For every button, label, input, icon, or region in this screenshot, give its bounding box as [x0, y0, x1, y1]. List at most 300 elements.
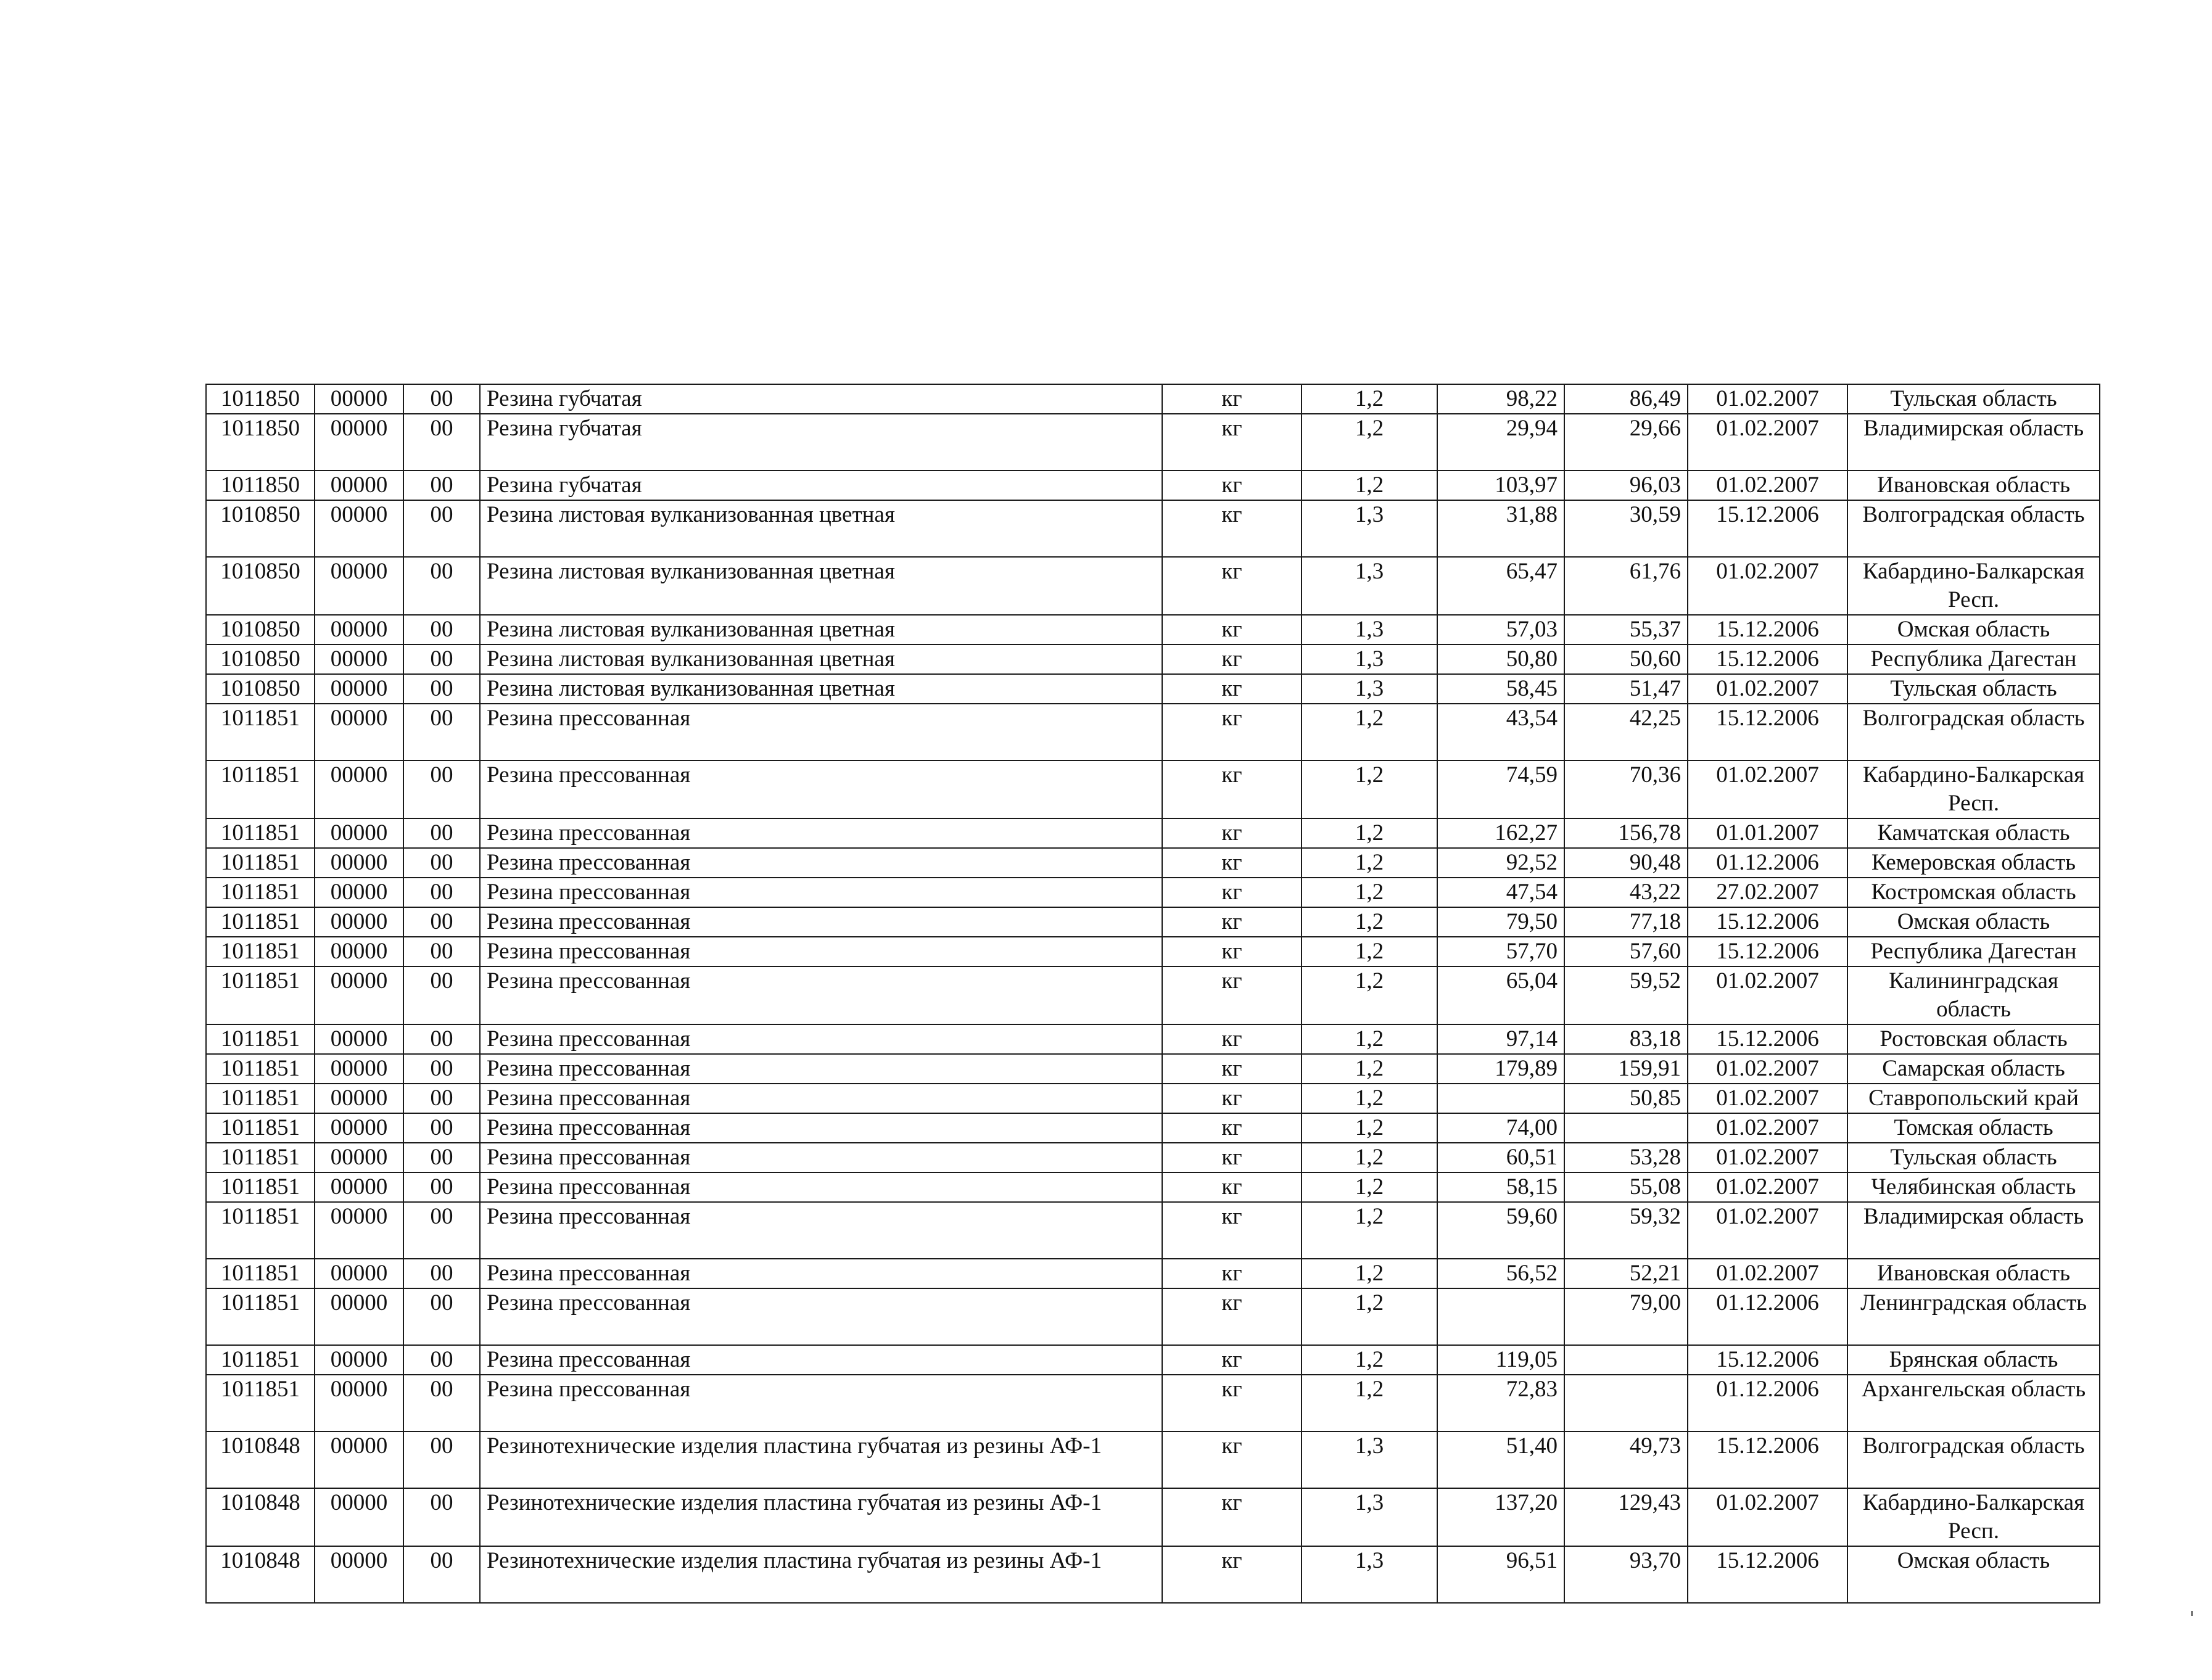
item-price-1: 50,80 — [1437, 644, 1564, 674]
item-coefficient: 1,2 — [1302, 1345, 1437, 1375]
item-code: 1010850 — [206, 674, 315, 704]
item-region: Челябинская область — [1847, 1172, 2100, 1202]
item-index: 00 — [403, 1143, 480, 1172]
item-region: Тульская область — [1847, 384, 2100, 414]
item-subcode: 00000 — [315, 471, 403, 500]
item-price-2: 52,21 — [1564, 1259, 1688, 1288]
item-region: Омская область — [1847, 615, 2100, 644]
item-unit: кг — [1162, 1024, 1302, 1054]
item-code: 1011850 — [206, 384, 315, 414]
item-price-2: 156,78 — [1564, 818, 1688, 848]
item-unit: кг — [1162, 907, 1302, 937]
item-price-2 — [1564, 1345, 1688, 1375]
item-date: 15.12.2006 — [1688, 1345, 1847, 1375]
item-date: 15.12.2006 — [1688, 907, 1847, 937]
item-date: 15.12.2006 — [1688, 937, 1847, 966]
item-code: 1010848 — [206, 1488, 315, 1546]
item-name: Резина листовая вулканизованная цветная — [480, 615, 1162, 644]
item-coefficient: 1,2 — [1302, 1054, 1437, 1084]
item-region: Ивановская область — [1847, 1259, 2100, 1288]
item-price-1: 58,15 — [1437, 1172, 1564, 1202]
item-subcode: 00000 — [315, 1546, 403, 1603]
item-code: 1011851 — [206, 1113, 315, 1143]
item-price-2: 59,52 — [1564, 966, 1688, 1024]
item-subcode: 00000 — [315, 644, 403, 674]
item-region: Республика Дагестан — [1847, 644, 2100, 674]
item-name: Резина губчатая — [480, 414, 1162, 471]
item-date: 01.01.2007 — [1688, 818, 1847, 848]
item-code: 1010850 — [206, 500, 315, 557]
item-date: 01.02.2007 — [1688, 966, 1847, 1024]
item-name: Резина прессованная — [480, 1054, 1162, 1084]
item-name: Резина прессованная — [480, 937, 1162, 966]
item-price-1: 51,40 — [1437, 1431, 1564, 1488]
item-date: 01.02.2007 — [1688, 1113, 1847, 1143]
item-subcode: 00000 — [315, 674, 403, 704]
scan-edge-mark — [2191, 1611, 2193, 1616]
item-price-1: 59,60 — [1437, 1202, 1564, 1259]
item-subcode: 00000 — [315, 760, 403, 818]
item-date: 27.02.2007 — [1688, 878, 1847, 907]
item-coefficient: 1,2 — [1302, 1172, 1437, 1202]
item-name: Резина губчатая — [480, 471, 1162, 500]
item-date: 01.02.2007 — [1688, 674, 1847, 704]
item-name: Резина прессованная — [480, 704, 1162, 760]
item-index: 00 — [403, 1024, 480, 1054]
item-coefficient: 1,3 — [1302, 557, 1437, 615]
item-date: 15.12.2006 — [1688, 644, 1847, 674]
item-index: 00 — [403, 615, 480, 644]
item-date: 01.12.2006 — [1688, 1288, 1847, 1345]
item-index: 00 — [403, 760, 480, 818]
item-subcode: 00000 — [315, 1084, 403, 1113]
item-date: 01.02.2007 — [1688, 1488, 1847, 1546]
item-region: Томская область — [1847, 1113, 2100, 1143]
item-coefficient: 1,3 — [1302, 500, 1437, 557]
item-region: Владимирская область — [1847, 1202, 2100, 1259]
table-row — [206, 907, 2100, 937]
item-coefficient: 1,2 — [1302, 384, 1437, 414]
item-price-2: 77,18 — [1564, 907, 1688, 937]
item-index: 00 — [403, 1375, 480, 1431]
item-price-2: 55,37 — [1564, 615, 1688, 644]
item-coefficient: 1,2 — [1302, 704, 1437, 760]
item-region: Волгоградская область — [1847, 704, 2100, 760]
item-code: 1011851 — [206, 1024, 315, 1054]
item-price-1: 162,27 — [1437, 818, 1564, 848]
item-subcode: 00000 — [315, 1488, 403, 1546]
item-coefficient: 1,3 — [1302, 674, 1437, 704]
item-price-1: 29,94 — [1437, 414, 1564, 471]
item-price-2: 57,60 — [1564, 937, 1688, 966]
item-index: 00 — [403, 818, 480, 848]
item-price-2: 42,25 — [1564, 704, 1688, 760]
item-price-1: 74,00 — [1437, 1113, 1564, 1143]
item-coefficient: 1,2 — [1302, 1259, 1437, 1288]
item-index: 00 — [403, 1345, 480, 1375]
item-coefficient: 1,2 — [1302, 1143, 1437, 1172]
item-price-2: 96,03 — [1564, 471, 1688, 500]
item-price-2: 83,18 — [1564, 1024, 1688, 1054]
item-code: 1011851 — [206, 937, 315, 966]
item-price-1: 72,83 — [1437, 1375, 1564, 1431]
item-index: 00 — [403, 1084, 480, 1113]
item-name: Резина листовая вулканизованная цветная — [480, 674, 1162, 704]
item-name: Резина прессованная — [480, 1259, 1162, 1288]
item-name: Резина прессованная — [480, 1172, 1162, 1202]
item-subcode: 00000 — [315, 1288, 403, 1345]
item-region: Омская область — [1847, 907, 2100, 937]
item-index: 00 — [403, 937, 480, 966]
item-code: 1011851 — [206, 1202, 315, 1259]
item-index: 00 — [403, 644, 480, 674]
item-region: Волгоградская область — [1847, 500, 2100, 557]
item-price-2: 55,08 — [1564, 1172, 1688, 1202]
item-coefficient: 1,2 — [1302, 1024, 1437, 1054]
item-unit: кг — [1162, 557, 1302, 615]
item-index: 00 — [403, 674, 480, 704]
table-row — [206, 1546, 2100, 1603]
table-row — [206, 1202, 2100, 1259]
item-code: 1010850 — [206, 644, 315, 674]
item-code: 1011851 — [206, 1259, 315, 1288]
item-price-2: 86,49 — [1564, 384, 1688, 414]
item-coefficient: 1,2 — [1302, 414, 1437, 471]
table-row — [206, 1113, 2100, 1143]
table-row — [206, 966, 2100, 1024]
item-subcode: 00000 — [315, 1259, 403, 1288]
item-region: Брянская область — [1847, 1345, 2100, 1375]
item-date: 01.02.2007 — [1688, 1259, 1847, 1288]
item-name: Резина прессованная — [480, 1143, 1162, 1172]
item-region: Кабардино-Балкарская Респ. — [1847, 1488, 2100, 1546]
item-price-1: 79,50 — [1437, 907, 1564, 937]
item-code: 1011851 — [206, 1054, 315, 1084]
item-date: 15.12.2006 — [1688, 1431, 1847, 1488]
item-price-2: 79,00 — [1564, 1288, 1688, 1345]
item-price-2 — [1564, 1375, 1688, 1431]
item-date: 01.02.2007 — [1688, 1054, 1847, 1084]
item-region: Ростовская область — [1847, 1024, 2100, 1054]
table-body — [206, 384, 2100, 1603]
item-name: Резина прессованная — [480, 966, 1162, 1024]
item-code: 1011851 — [206, 760, 315, 818]
item-date: 15.12.2006 — [1688, 615, 1847, 644]
item-region: Волгоградская область — [1847, 1431, 2100, 1488]
item-coefficient: 1,3 — [1302, 1546, 1437, 1603]
item-coefficient: 1,3 — [1302, 615, 1437, 644]
table-row — [206, 1143, 2100, 1172]
item-region: Владимирская область — [1847, 414, 2100, 471]
item-code: 1011851 — [206, 1084, 315, 1113]
item-coefficient: 1,2 — [1302, 1084, 1437, 1113]
table-row — [206, 1054, 2100, 1084]
item-subcode: 00000 — [315, 1431, 403, 1488]
item-unit: кг — [1162, 1345, 1302, 1375]
item-price-1: 65,04 — [1437, 966, 1564, 1024]
item-subcode: 00000 — [315, 704, 403, 760]
item-subcode: 00000 — [315, 557, 403, 615]
item-region: Тульская область — [1847, 674, 2100, 704]
item-unit: кг — [1162, 1084, 1302, 1113]
item-index: 00 — [403, 1488, 480, 1546]
item-coefficient: 1,2 — [1302, 1375, 1437, 1431]
item-index: 00 — [403, 471, 480, 500]
item-region: Кабардино-Балкарская Респ. — [1847, 760, 2100, 818]
item-region: Самарская область — [1847, 1054, 2100, 1084]
item-price-1: 60,51 — [1437, 1143, 1564, 1172]
item-name: Резина губчатая — [480, 384, 1162, 414]
item-name: Резина прессованная — [480, 1345, 1162, 1375]
table-row — [206, 1488, 2100, 1546]
item-unit: кг — [1162, 1375, 1302, 1431]
item-name: Резинотехнические изделия пластина губчатая из резины АФ-1 — [480, 1431, 1162, 1488]
item-index: 00 — [403, 414, 480, 471]
item-code: 1010850 — [206, 557, 315, 615]
item-name: Резина прессованная — [480, 1375, 1162, 1431]
item-subcode: 00000 — [315, 907, 403, 937]
item-unit: кг — [1162, 471, 1302, 500]
item-code: 1011851 — [206, 1288, 315, 1345]
item-subcode: 00000 — [315, 384, 403, 414]
item-coefficient: 1,2 — [1302, 760, 1437, 818]
item-index: 00 — [403, 1054, 480, 1084]
table-row — [206, 1431, 2100, 1488]
table-row — [206, 937, 2100, 966]
item-subcode: 00000 — [315, 1143, 403, 1172]
item-unit: кг — [1162, 1202, 1302, 1259]
item-region: Республика Дагестан — [1847, 937, 2100, 966]
item-price-2: 70,36 — [1564, 760, 1688, 818]
item-code: 1011851 — [206, 966, 315, 1024]
table-row — [206, 557, 2100, 615]
table-row — [206, 1288, 2100, 1345]
item-unit: кг — [1162, 1431, 1302, 1488]
item-index: 00 — [403, 1259, 480, 1288]
price-table — [205, 384, 2100, 1604]
item-price-2 — [1564, 1113, 1688, 1143]
item-region: Кемеровская область — [1847, 848, 2100, 878]
item-price-2: 29,66 — [1564, 414, 1688, 471]
item-code: 1011851 — [206, 818, 315, 848]
item-index: 00 — [403, 500, 480, 557]
item-price-2: 50,85 — [1564, 1084, 1688, 1113]
item-index: 00 — [403, 1113, 480, 1143]
item-name: Резина листовая вулканизованная цветная — [480, 500, 1162, 557]
item-unit: кг — [1162, 878, 1302, 907]
item-date: 01.02.2007 — [1688, 557, 1847, 615]
item-region: Ленинградская область — [1847, 1288, 2100, 1345]
table-row — [206, 760, 2100, 818]
item-index: 00 — [403, 878, 480, 907]
item-coefficient: 1,2 — [1302, 471, 1437, 500]
item-name: Резина листовая вулканизованная цветная — [480, 644, 1162, 674]
item-index: 00 — [403, 384, 480, 414]
item-unit: кг — [1162, 615, 1302, 644]
item-subcode: 00000 — [315, 1172, 403, 1202]
item-code: 1010848 — [206, 1546, 315, 1603]
item-index: 00 — [403, 1202, 480, 1259]
item-unit: кг — [1162, 674, 1302, 704]
item-index: 00 — [403, 704, 480, 760]
item-index: 00 — [403, 1431, 480, 1488]
item-price-1: 57,70 — [1437, 937, 1564, 966]
item-coefficient: 1,2 — [1302, 848, 1437, 878]
item-price-1 — [1437, 1288, 1564, 1345]
item-unit: кг — [1162, 704, 1302, 760]
item-index: 00 — [403, 557, 480, 615]
item-code: 1010850 — [206, 615, 315, 644]
item-name: Резина прессованная — [480, 760, 1162, 818]
item-date: 01.02.2007 — [1688, 1084, 1847, 1113]
item-price-1: 179,89 — [1437, 1054, 1564, 1084]
item-unit: кг — [1162, 384, 1302, 414]
item-index: 00 — [403, 848, 480, 878]
item-unit: кг — [1162, 1259, 1302, 1288]
item-region: Ставропольский край — [1847, 1084, 2100, 1113]
table-row — [206, 674, 2100, 704]
item-price-1: 57,03 — [1437, 615, 1564, 644]
item-date: 01.02.2007 — [1688, 760, 1847, 818]
item-name: Резина прессованная — [480, 907, 1162, 937]
item-coefficient: 1,2 — [1302, 1113, 1437, 1143]
item-unit: кг — [1162, 848, 1302, 878]
item-date: 01.02.2007 — [1688, 1143, 1847, 1172]
table-row — [206, 848, 2100, 878]
item-price-2: 50,60 — [1564, 644, 1688, 674]
item-index: 00 — [403, 1546, 480, 1603]
item-subcode: 00000 — [315, 1113, 403, 1143]
item-subcode: 00000 — [315, 1024, 403, 1054]
item-code: 1011851 — [206, 1143, 315, 1172]
item-date: 15.12.2006 — [1688, 1024, 1847, 1054]
item-name: Резина прессованная — [480, 878, 1162, 907]
item-coefficient: 1,3 — [1302, 1488, 1437, 1546]
item-price-1: 98,22 — [1437, 384, 1564, 414]
item-subcode: 00000 — [315, 500, 403, 557]
item-code: 1011851 — [206, 1172, 315, 1202]
table-row — [206, 615, 2100, 644]
item-date: 01.02.2007 — [1688, 1172, 1847, 1202]
table-row — [206, 471, 2100, 500]
table-row — [206, 818, 2100, 848]
item-code: 1011851 — [206, 848, 315, 878]
table-row — [206, 1172, 2100, 1202]
item-unit: кг — [1162, 1143, 1302, 1172]
item-unit: кг — [1162, 1172, 1302, 1202]
table-row — [206, 1024, 2100, 1054]
item-code: 1011851 — [206, 878, 315, 907]
item-price-1: 56,52 — [1437, 1259, 1564, 1288]
item-date: 01.12.2006 — [1688, 1375, 1847, 1431]
item-index: 00 — [403, 966, 480, 1024]
item-unit: кг — [1162, 818, 1302, 848]
item-subcode: 00000 — [315, 1345, 403, 1375]
table-row — [206, 500, 2100, 557]
item-price-2: 59,32 — [1564, 1202, 1688, 1259]
item-subcode: 00000 — [315, 937, 403, 966]
item-price-1: 92,52 — [1437, 848, 1564, 878]
item-price-1: 31,88 — [1437, 500, 1564, 557]
item-price-2: 51,47 — [1564, 674, 1688, 704]
item-index: 00 — [403, 907, 480, 937]
item-unit: кг — [1162, 1113, 1302, 1143]
item-unit: кг — [1162, 937, 1302, 966]
item-name: Резина прессованная — [480, 1288, 1162, 1345]
item-subcode: 00000 — [315, 1375, 403, 1431]
item-subcode: 00000 — [315, 878, 403, 907]
item-region: Костромская область — [1847, 878, 2100, 907]
item-code: 1011851 — [206, 704, 315, 760]
item-unit: кг — [1162, 966, 1302, 1024]
item-date: 15.12.2006 — [1688, 500, 1847, 557]
item-price-2: 159,91 — [1564, 1054, 1688, 1084]
item-name: Резинотехнические изделия пластина губчатая из резины АФ-1 — [480, 1546, 1162, 1603]
item-unit: кг — [1162, 1288, 1302, 1345]
table-row — [206, 878, 2100, 907]
table-row — [206, 1345, 2100, 1375]
item-date: 15.12.2006 — [1688, 1546, 1847, 1603]
item-date: 15.12.2006 — [1688, 704, 1847, 760]
item-price-2: 43,22 — [1564, 878, 1688, 907]
item-region: Ивановская область — [1847, 471, 2100, 500]
item-price-1 — [1437, 1084, 1564, 1113]
item-name: Резина прессованная — [480, 848, 1162, 878]
item-coefficient: 1,2 — [1302, 1288, 1437, 1345]
item-region: Кабардино-Балкарская Респ. — [1847, 557, 2100, 615]
item-coefficient: 1,2 — [1302, 1202, 1437, 1259]
table-row — [206, 1084, 2100, 1113]
item-name: Резина прессованная — [480, 1084, 1162, 1113]
item-subcode: 00000 — [315, 414, 403, 471]
item-name: Резина прессованная — [480, 1202, 1162, 1259]
item-date: 01.02.2007 — [1688, 384, 1847, 414]
item-date: 01.12.2006 — [1688, 848, 1847, 878]
item-subcode: 00000 — [315, 818, 403, 848]
item-code: 1010848 — [206, 1431, 315, 1488]
item-price-1: 47,54 — [1437, 878, 1564, 907]
item-price-2: 90,48 — [1564, 848, 1688, 878]
item-unit: кг — [1162, 644, 1302, 674]
item-subcode: 00000 — [315, 1054, 403, 1084]
item-region: Камчатская область — [1847, 818, 2100, 848]
item-coefficient: 1,2 — [1302, 937, 1437, 966]
item-code: 1011850 — [206, 414, 315, 471]
item-subcode: 00000 — [315, 848, 403, 878]
item-code: 1011851 — [206, 1375, 315, 1431]
item-price-1: 103,97 — [1437, 471, 1564, 500]
item-name: Резина листовая вулканизованная цветная — [480, 557, 1162, 615]
item-coefficient: 1,2 — [1302, 907, 1437, 937]
table-row — [206, 384, 2100, 414]
item-price-1: 65,47 — [1437, 557, 1564, 615]
item-index: 00 — [403, 1172, 480, 1202]
item-unit: кг — [1162, 1546, 1302, 1603]
item-coefficient: 1,2 — [1302, 966, 1437, 1024]
item-price-2: 49,73 — [1564, 1431, 1688, 1488]
item-coefficient: 1,3 — [1302, 644, 1437, 674]
item-unit: кг — [1162, 1488, 1302, 1546]
item-subcode: 00000 — [315, 966, 403, 1024]
item-coefficient: 1,2 — [1302, 878, 1437, 907]
item-price-2: 129,43 — [1564, 1488, 1688, 1546]
item-price-2: 61,76 — [1564, 557, 1688, 615]
item-subcode: 00000 — [315, 615, 403, 644]
item-name: Резинотехнические изделия пластина губчатая из резины АФ-1 — [480, 1488, 1162, 1546]
item-price-2: 93,70 — [1564, 1546, 1688, 1603]
item-price-1: 97,14 — [1437, 1024, 1564, 1054]
item-price-1: 119,05 — [1437, 1345, 1564, 1375]
